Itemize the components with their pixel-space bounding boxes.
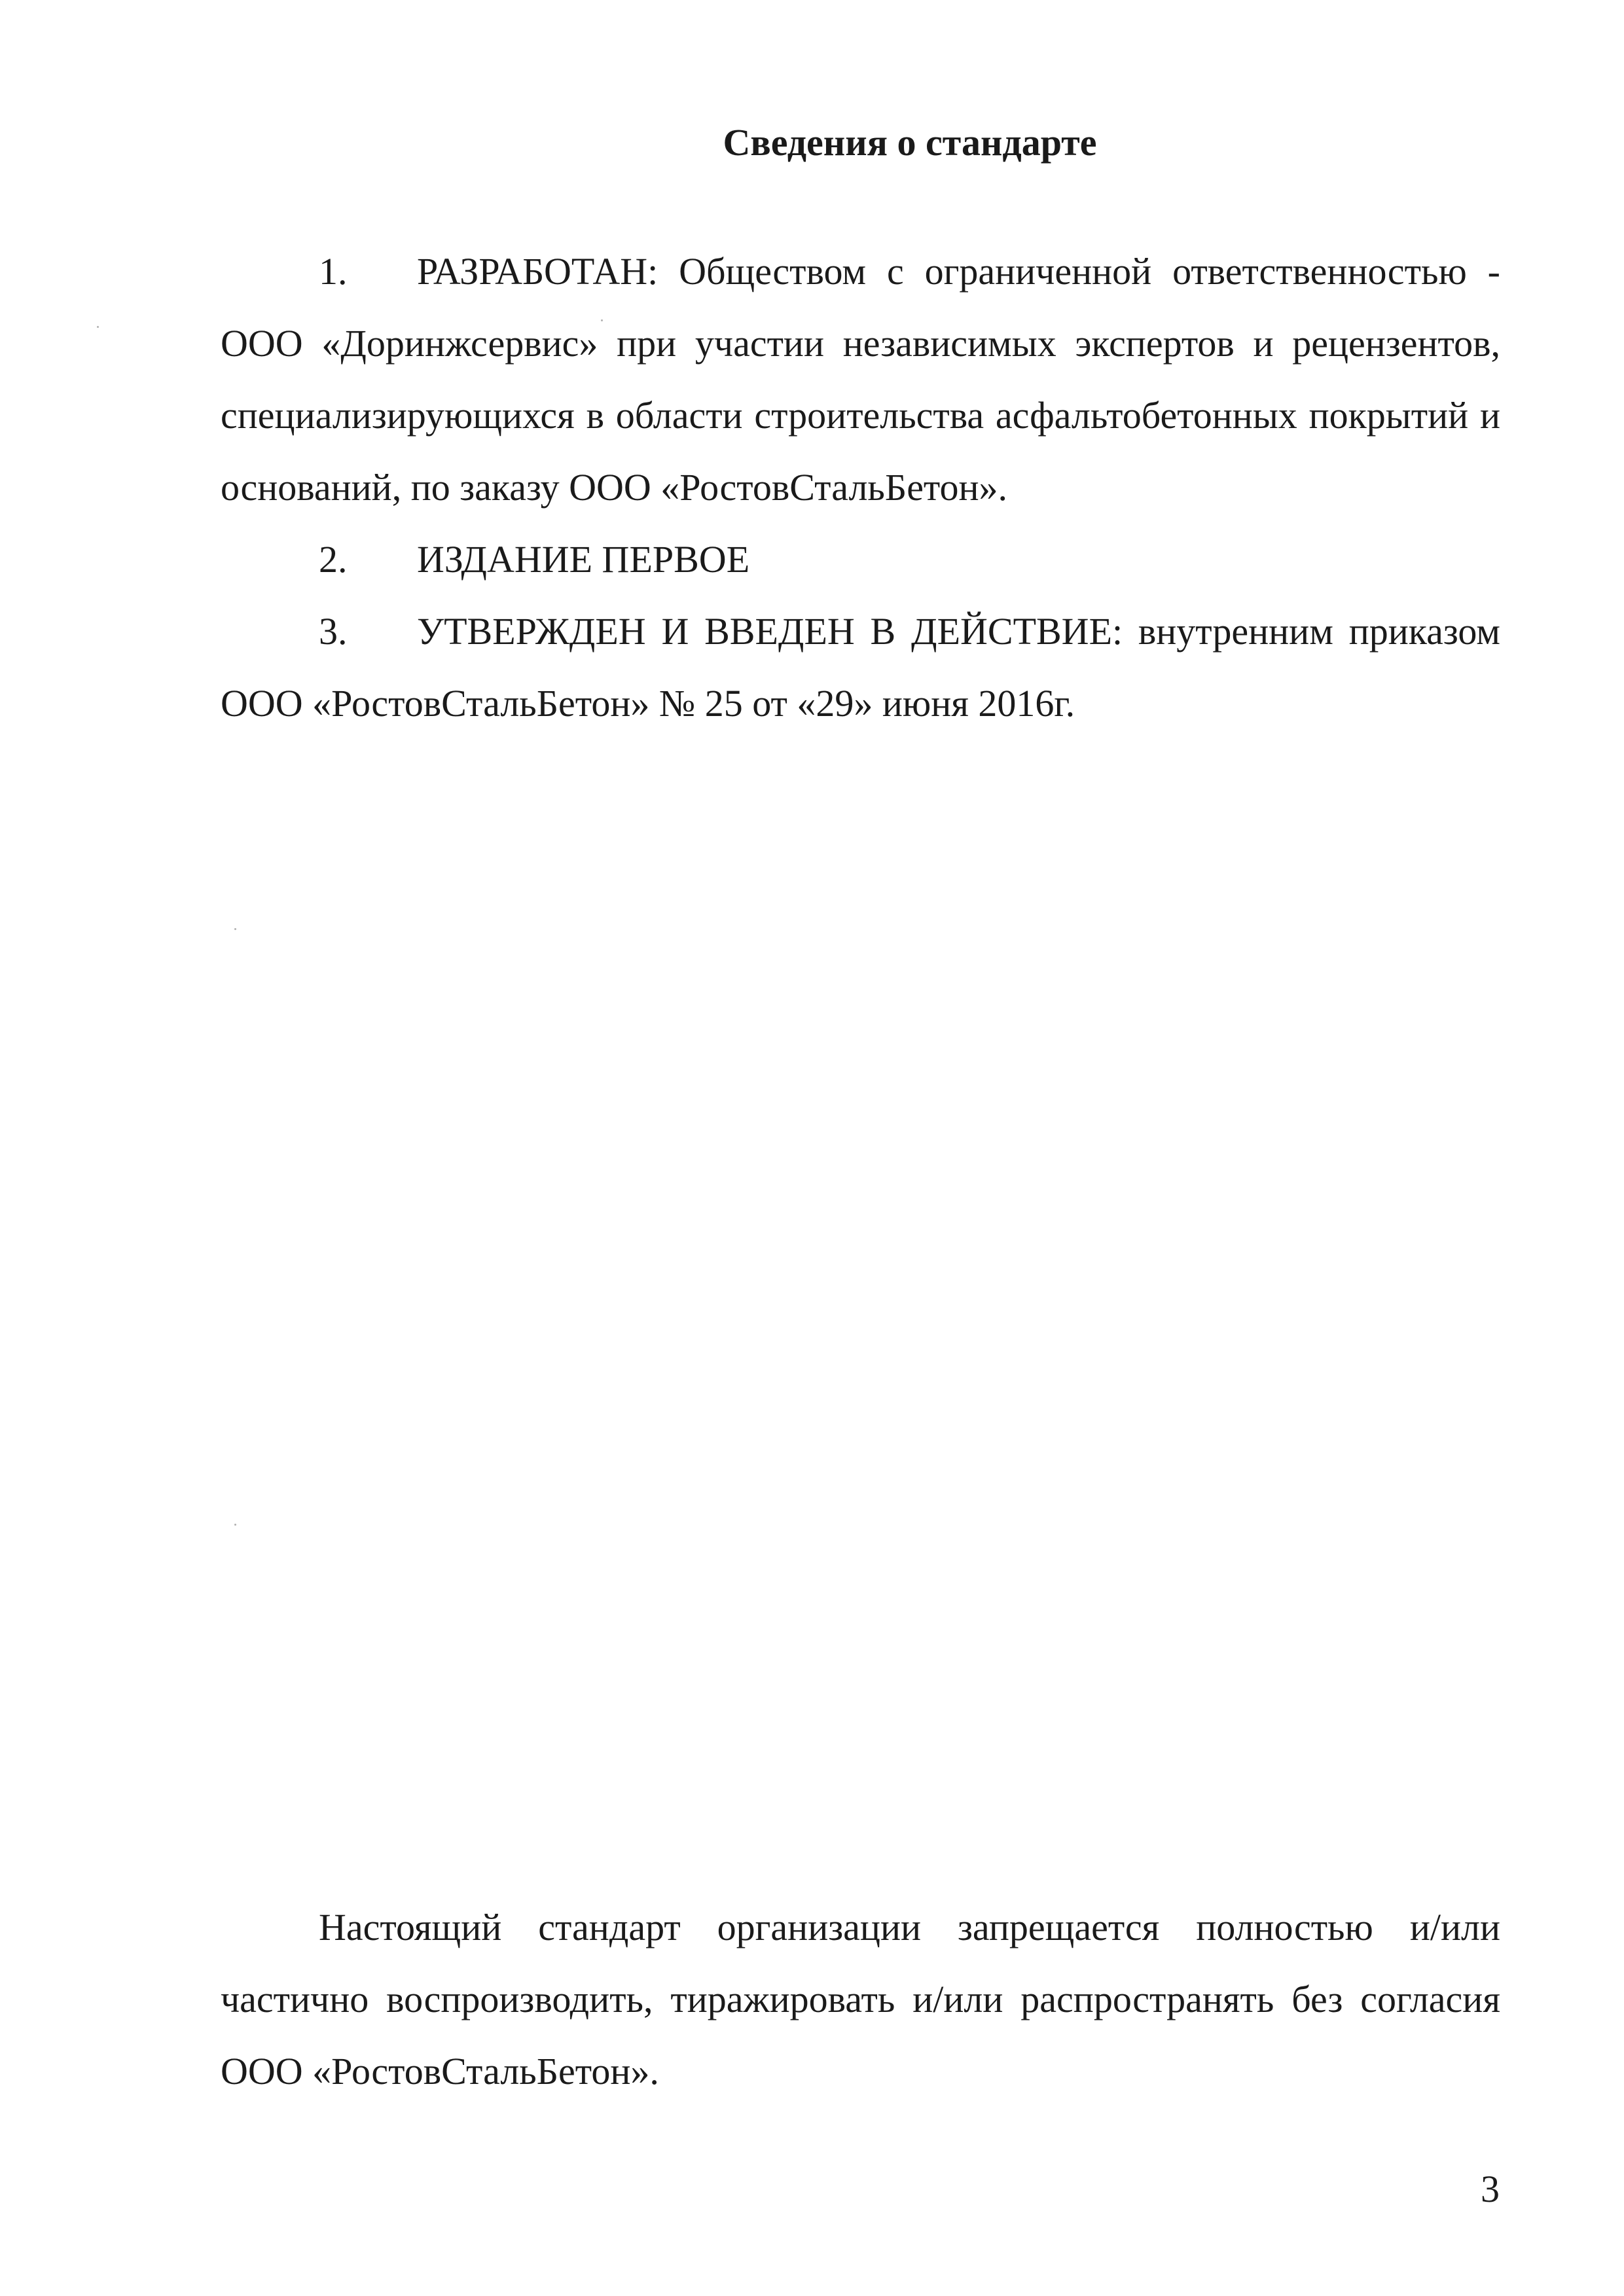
list-item-number: 3. [319, 610, 348, 653]
standard-info-list [221, 236, 1500, 740]
page-title: Сведения о стандарте [723, 121, 1097, 164]
page-number: 3 [1481, 2168, 1500, 2210]
scan-speck [97, 326, 99, 328]
copyright-notice: Настоящий стандарт организации запрещается полностью и/или частично воспроизводить, тиражировать и/или распространять без согласия ООО «РостовСтальБетон». [221, 1906, 1500, 2092]
list-item-developed [221, 236, 1500, 524]
list-item-edition [221, 524, 1500, 596]
list-item-text: ИЗДАНИЕ ПЕРВОЕ [417, 538, 750, 581]
scan-speck [234, 928, 236, 930]
list-item-text: УТВЕРЖДЕН И ВВЕДЕН В ДЕЙСТВИЕ: внутренним приказом ООО «РостовСтальБетон» № 25 от «29» июня 2016г. [221, 610, 1500, 725]
scan-speck [234, 1524, 236, 1526]
list-item-number: 1. [319, 250, 348, 293]
list-item-number: 2. [319, 538, 348, 581]
list-item-text: РАЗРАБОТАН: Обществом с ограниченной ответственностью - ООО «Доринжсервис» при участии независимых экспертов и рецензентов, специализирующихся в области строительства асфальтобетонных покрытий и оснований, по заказу ООО «РостовСтальБетон». [221, 250, 1500, 509]
scan-speck [601, 319, 603, 321]
list-item-approved [221, 596, 1500, 740]
